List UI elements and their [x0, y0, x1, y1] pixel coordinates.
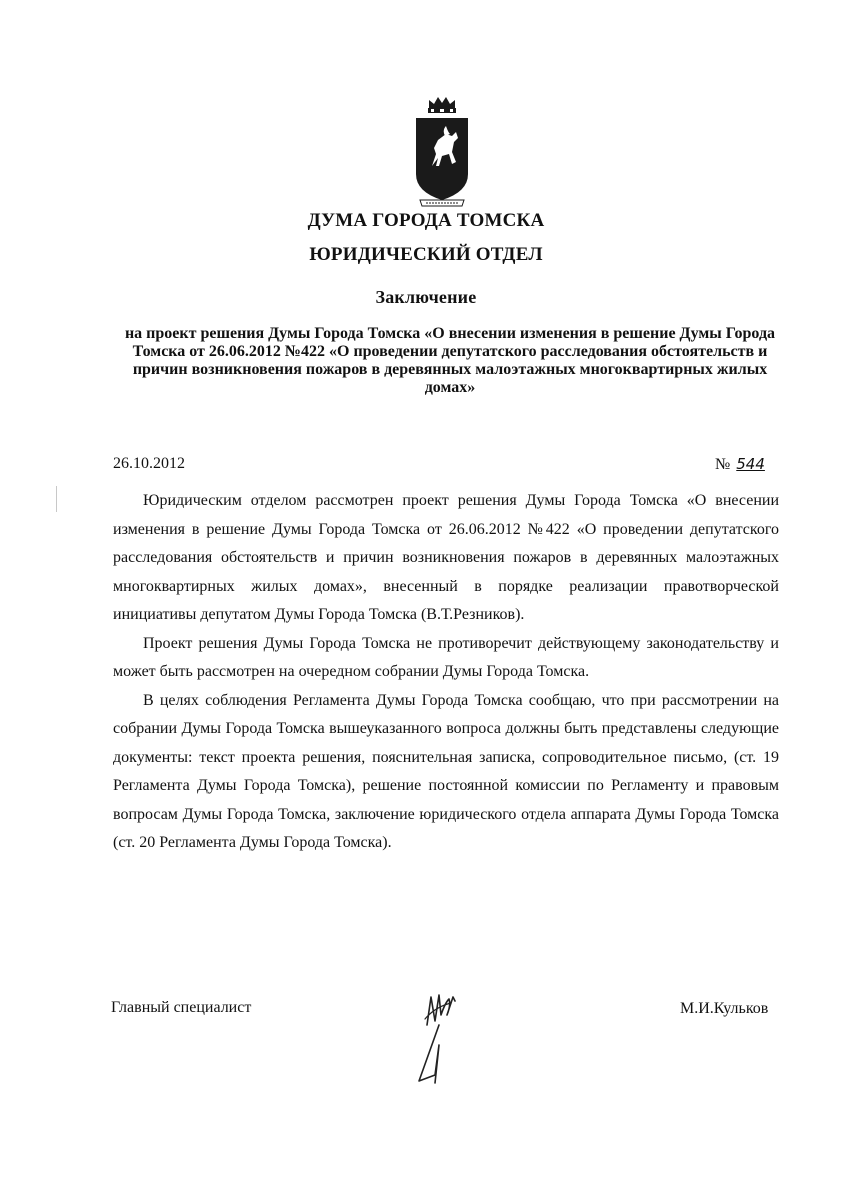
- signatory-name: М.И.Кульков: [680, 1000, 769, 1017]
- body-paragraph: Проект решения Думы Города Томска не противоречит действующему законодательству и может быть рассмотрен на очередном собрании Думы Города Томска.: [113, 634, 779, 680]
- margin-mark: [56, 486, 57, 512]
- signatory-position: Главный специалист: [111, 999, 252, 1016]
- document-number: [715, 455, 765, 474]
- document-title: Заключение: [375, 287, 477, 307]
- number-value: 544: [736, 455, 765, 473]
- coat-of-arms-icon: [412, 96, 472, 208]
- document-subject: на проект решения Думы Города Томска «О внесении изменения в решение Думы Города Томска от 26.06.2012 №422 «О проведении депутатского расследования обстоятельств и причин возникновения пожаров в деревянных малоэтажных многоквартирных жилых домах»: [124, 325, 776, 396]
- handwritten-signature-icon: [405, 985, 475, 1085]
- department-name: ЮРИДИЧЕСКИЙ ОТДЕЛ: [309, 244, 543, 265]
- document-body: [113, 487, 779, 858]
- body-paragraph: Юридическим отделом рассмотрен проект решения Думы Города Томска «О внесении изменения в решение Думы Города Томска от 26.06.2012 №422 «О проведении депутатского расследования обстоятельств и причин возникновения пожаров в деревянных малоэтажных многоквартирных жилых домах», внесенный в порядке реализации правотворческой инициативы депутатом Думы Города Томска (В.Т.Резников).: [113, 492, 779, 623]
- organization-name: ДУМА ГОРОДА ТОМСКА: [307, 210, 545, 231]
- body-paragraph: В целях соблюдения Регламента Думы Города Томска сообщаю, что при рассмотрении на собрании Думы Города Томска вышеуказанного вопроса должны быть представлены следующие документы: текст проекта решения, пояснительная записка, сопроводительное письмо, (ст. 19 Регламента Думы Города Томска), решение постоянной комиссии по Регламенту и правовым вопросам Думы Города Томска, заключение юридического отдела аппарата Думы Города Томска (ст. 20 Регламента Думы Города Томска).: [113, 691, 779, 851]
- number-label: №: [715, 456, 731, 473]
- document-date: 26.10.2012: [113, 455, 185, 472]
